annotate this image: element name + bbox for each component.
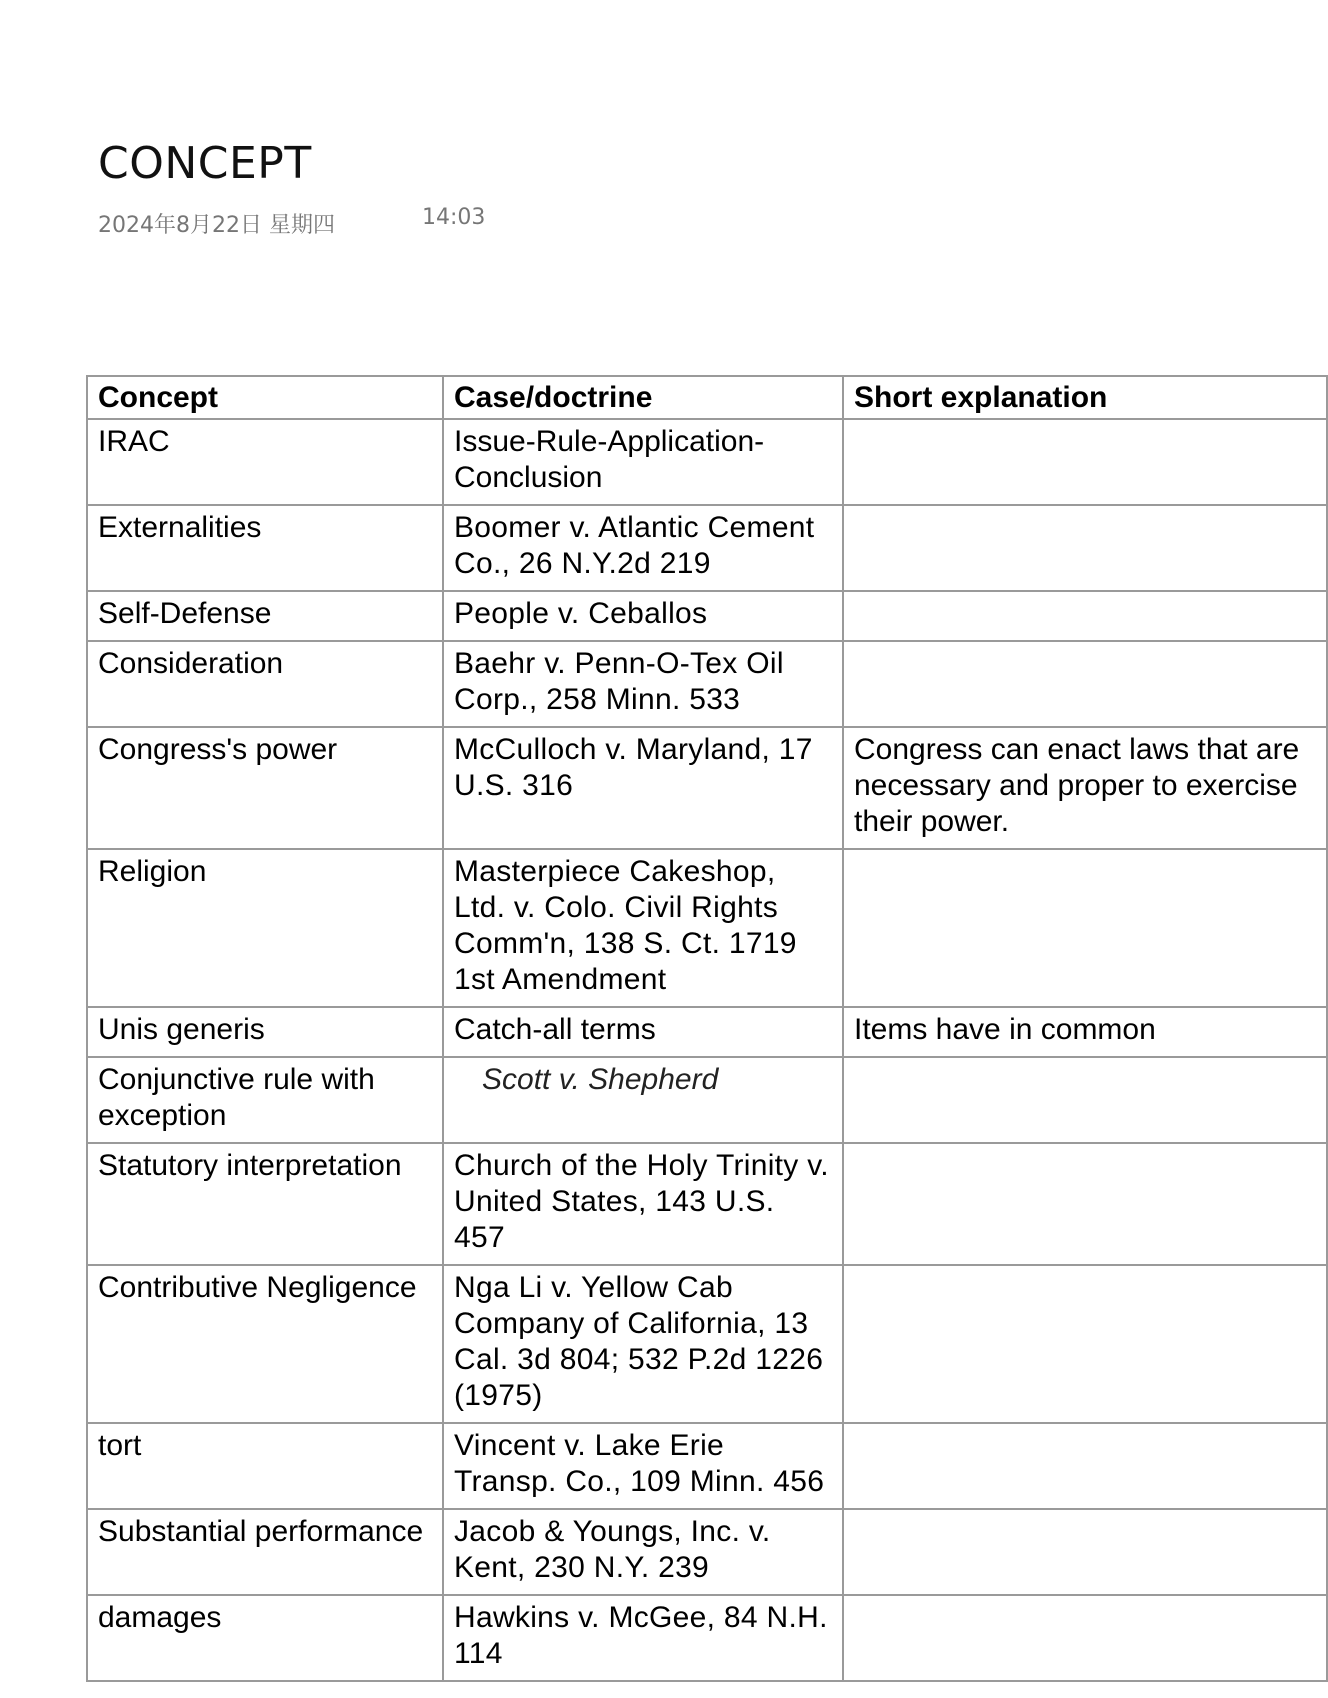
table-row	[87, 1265, 1327, 1423]
concept-cell[interactable]: Contributive Negligence	[87, 1265, 443, 1423]
concept-cell[interactable]: IRAC	[87, 419, 443, 505]
header-concept[interactable]: Concept	[87, 376, 443, 419]
concept-cell[interactable]: Conjunctive rule with exception	[87, 1057, 443, 1143]
case-cell[interactable]: Scott v. Shepherd	[443, 1057, 843, 1143]
concept-table	[86, 375, 1328, 1682]
table-row	[87, 1423, 1327, 1509]
header-case-doctrine[interactable]: Case/doctrine	[443, 376, 843, 419]
concept-cell[interactable]: Statutory interpretation	[87, 1143, 443, 1265]
table-row	[87, 1143, 1327, 1265]
concept-table-container	[86, 375, 1300, 1682]
table-row	[87, 849, 1327, 1007]
explanation-cell[interactable]: Items have in common	[843, 1007, 1327, 1057]
note-date: 2024年8月22日 星期四	[98, 213, 335, 238]
table-row	[87, 505, 1327, 591]
explanation-cell[interactable]	[843, 1595, 1327, 1681]
concept-cell[interactable]: Consideration	[87, 641, 443, 727]
case-cell[interactable]: Jacob & Youngs, Inc. v. Kent, 230 N.Y. 239	[443, 1509, 843, 1595]
table-row	[87, 1007, 1327, 1057]
explanation-cell[interactable]	[843, 1423, 1327, 1509]
explanation-cell[interactable]	[843, 505, 1327, 591]
note-time: 14:03	[422, 205, 486, 230]
explanation-cell[interactable]	[843, 849, 1327, 1007]
explanation-cell[interactable]	[843, 1509, 1327, 1595]
case-cell[interactable]: Catch-all terms	[443, 1007, 843, 1057]
case-cell[interactable]: People v. Ceballos	[443, 591, 843, 641]
case-cell[interactable]: Nga Li v. Yellow Cab Company of California, 13 Cal. 3d 804; 532 P.2d 1226 (1975)	[443, 1265, 843, 1423]
explanation-cell[interactable]	[843, 1057, 1327, 1143]
explanation-cell[interactable]	[843, 1265, 1327, 1423]
table-row	[87, 419, 1327, 505]
table-row	[87, 641, 1327, 727]
explanation-cell[interactable]: Congress can enact laws that are necessary and proper to exercise their power.	[843, 727, 1327, 849]
table-row	[87, 727, 1327, 849]
concept-cell[interactable]: damages	[87, 1595, 443, 1681]
case-cell[interactable]: Boomer v. Atlantic Cement Co., 26 N.Y.2d 219	[443, 505, 843, 591]
concept-cell[interactable]: Externalities	[87, 505, 443, 591]
header-short-explanation[interactable]: Short explanation	[843, 376, 1327, 419]
table-row	[87, 1595, 1327, 1681]
explanation-cell[interactable]	[843, 591, 1327, 641]
page-title[interactable]: CONCEPT	[98, 138, 312, 189]
explanation-cell[interactable]	[843, 419, 1327, 505]
table-header-row	[87, 376, 1327, 419]
concept-cell[interactable]: Substantial performance	[87, 1509, 443, 1595]
table-row	[87, 1057, 1327, 1143]
explanation-cell[interactable]	[843, 1143, 1327, 1265]
table-row	[87, 591, 1327, 641]
case-cell[interactable]: Vincent v. Lake Erie Transp. Co., 109 Minn. 456	[443, 1423, 843, 1509]
concept-cell[interactable]: Self-Defense	[87, 591, 443, 641]
case-cell[interactable]: Issue-Rule-Application-Conclusion	[443, 419, 843, 505]
explanation-cell[interactable]	[843, 641, 1327, 727]
case-cell[interactable]: McCulloch v. Maryland, 17 U.S. 316	[443, 727, 843, 849]
case-cell[interactable]: Baehr v. Penn-O-Tex Oil Corp., 258 Minn. 533	[443, 641, 843, 727]
case-cell[interactable]: Hawkins v. McGee, 84 N.H. 114	[443, 1595, 843, 1681]
concept-cell[interactable]: tort	[87, 1423, 443, 1509]
concept-cell[interactable]: Religion	[87, 849, 443, 1007]
table-row	[87, 1509, 1327, 1595]
case-cell[interactable]: Masterpiece Cakeshop, Ltd. v. Colo. Civil Rights Comm'n, 138 S. Ct. 1719 1st Amendment	[443, 849, 843, 1007]
concept-cell[interactable]: Unis generis	[87, 1007, 443, 1057]
case-cell[interactable]: Church of the Holy Trinity v. United States, 143 U.S. 457	[443, 1143, 843, 1265]
concept-cell[interactable]: Congress's power	[87, 727, 443, 849]
